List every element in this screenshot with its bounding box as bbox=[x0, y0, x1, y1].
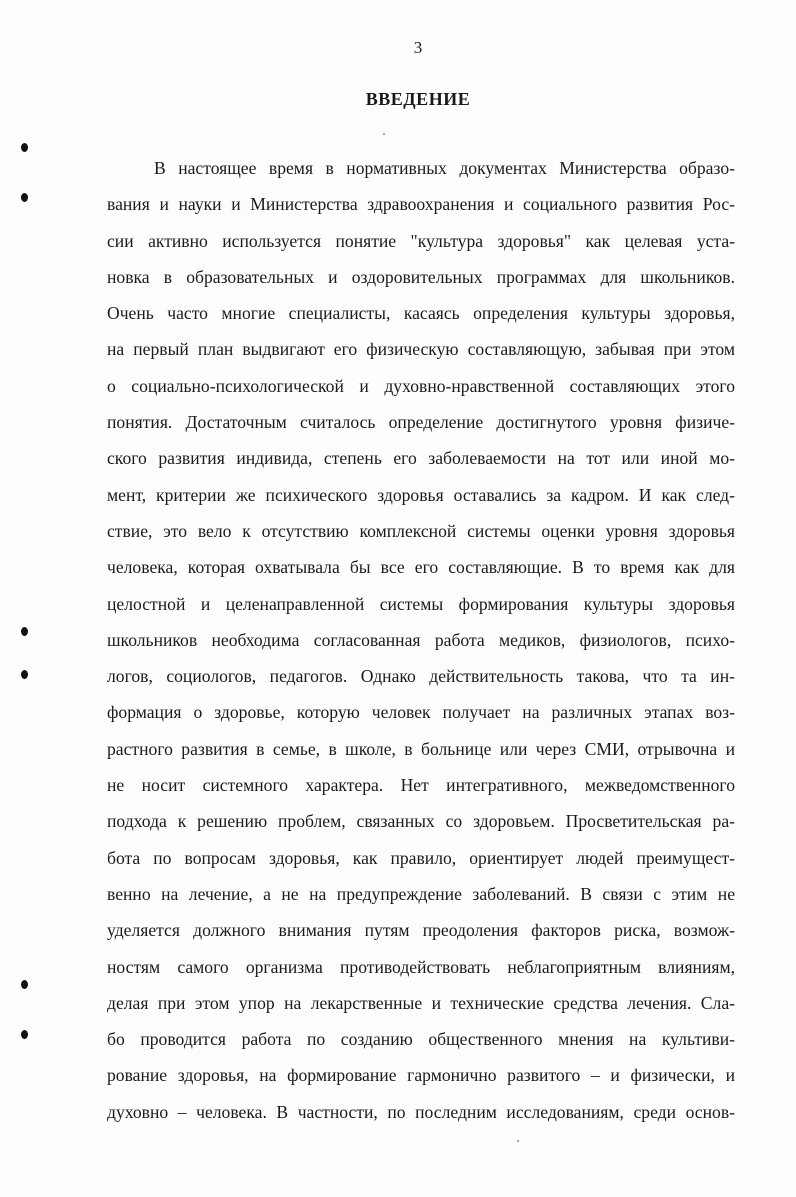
paragraph-line: Очень часто многие специалисты, касаясь определения культуры здоровья, bbox=[107, 303, 735, 324]
punch-hole-mark bbox=[21, 980, 28, 989]
body-paragraph bbox=[107, 150, 735, 1130]
punch-hole-mark bbox=[21, 1030, 28, 1039]
paragraph-line: о социально-психологической и духовно-нравственной составляющих этого bbox=[107, 375, 735, 396]
paragraph-line: уделяется должного внимания путям преодоления факторов риска, возмож- bbox=[107, 920, 735, 941]
punch-hole-mark bbox=[21, 627, 28, 636]
paragraph-line: сии активно используется понятие "культура здоровья" как целевая уста- bbox=[107, 230, 735, 251]
paragraph-line: человека, которая охватывала бы все его составляющие. В то время как для bbox=[107, 557, 735, 578]
punch-hole-mark bbox=[21, 193, 28, 202]
paragraph-line: ствие, это вело к отсутствию комплексной системы оценки уровня здоровья bbox=[107, 520, 735, 541]
paragraph-line: венно на лечение, а не на предупреждение заболеваний. В связи с этим не bbox=[107, 883, 735, 904]
paragraph-line: бота по вопросам здоровья, как правило, ориентирует людей преимущест- bbox=[107, 847, 735, 868]
paragraph-line: делая при этом упор на лекарственные и технические средства лечения. Сла- bbox=[107, 992, 735, 1013]
paragraph-line: логов, социологов, педагогов. Однако действительность такова, что та ин- bbox=[107, 666, 735, 687]
paragraph-line: подхода к решению проблем, связанных со здоровьем. Просветительская ра- bbox=[107, 811, 735, 832]
paragraph-line: понятия. Достаточным считалось определение достигнутого уровня физиче- bbox=[107, 412, 735, 433]
paragraph-line: не носит системного характера. Нет интегративного, межведомственного bbox=[107, 775, 735, 796]
paragraph-line: школьников необходима согласованная работа медиков, физиологов, психо- bbox=[107, 629, 735, 650]
punch-hole-mark bbox=[21, 670, 28, 679]
paragraph-line: ностям самого организма противодействовать неблагоприятным влияниям, bbox=[107, 956, 735, 977]
paragraph-line: целостной и целенаправленной системы формирования культуры здоровья bbox=[107, 593, 735, 614]
scan-speck bbox=[383, 133, 385, 135]
paragraph-line: ского развития индивида, степень его заболеваемости на тот или иной мо- bbox=[107, 448, 735, 469]
paragraph-line: рование здоровья, на формирование гармонично развитого – и физически, и bbox=[107, 1065, 735, 1086]
paragraph-line: бо проводится работа по созданию общественного мнения на культиви- bbox=[107, 1029, 735, 1050]
paragraph-line: мент, критерии же психического здоровья оставались за кадром. И как след- bbox=[107, 484, 735, 505]
section-heading: ВВЕДЕНИЕ bbox=[365, 89, 471, 109]
paragraph-line: формация о здоровье, которую человек получает на различных этапах воз- bbox=[107, 702, 735, 723]
paragraph-line: духовно – человека. В частности, по последним исследованиям, среди основ- bbox=[107, 1101, 735, 1122]
paragraph-line: на первый план выдвигают его физическую составляющую, забывая при этом bbox=[107, 339, 735, 360]
page-number: 3 bbox=[413, 38, 423, 57]
paragraph-line: В настоящее время в нормативных документах Министерства образо- bbox=[154, 158, 735, 178]
paragraph-line: растного развития в семье, в школе, в больнице или через СМИ, отрывочна и bbox=[107, 738, 735, 759]
paragraph-line: вания и науки и Министерства здравоохранения и социального развития Рос- bbox=[107, 194, 735, 215]
punch-hole-mark bbox=[21, 143, 28, 152]
paragraph-line: новка в образовательных и оздоровительных программах для школьников. bbox=[107, 266, 735, 287]
scan-speck bbox=[517, 1140, 519, 1142]
